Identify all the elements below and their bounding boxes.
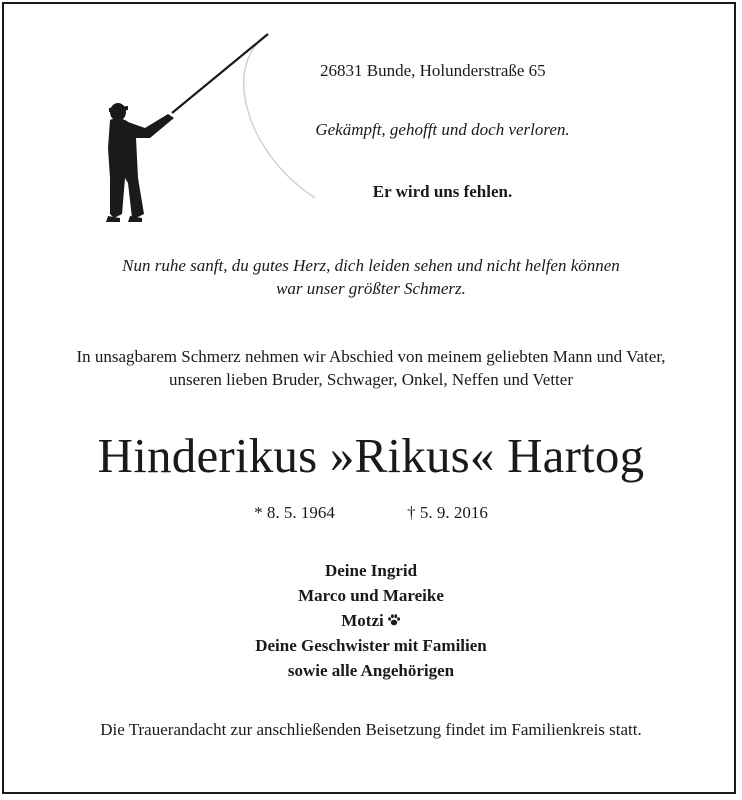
poem-line-1: Nun ruhe sanft, du gutes Herz, dich leiden sehen und nicht helfen können: [122, 256, 620, 275]
paw-icon: [387, 613, 401, 627]
announcement-line-2: unseren lieben Bruder, Schwager, Onkel, Neffen und Vetter: [169, 370, 573, 389]
pet-name: Motzi: [341, 611, 384, 630]
mourner-relatives: sowie alle Angehörigen: [287, 661, 455, 680]
death-date: † 5. 9. 2016: [407, 503, 488, 522]
announcement-line-1: In unsagbarem Schmerz nehmen wir Abschied von meinem geliebten Mann und Vater,: [76, 347, 666, 366]
deceased-name: Hinderikus »Rikus« Hartog: [97, 428, 645, 483]
mourner-wife: Deine Ingrid: [324, 561, 418, 580]
poem-line-2: war unser größter Schmerz.: [276, 279, 466, 298]
life-dates: [0, 503, 742, 523]
birth-date: * 8. 5. 1964: [254, 503, 335, 522]
motto-line: Gekämpft, gehofft und doch verloren.: [315, 120, 570, 139]
address-line: 26831 Bunde, Holunderstraße 65: [320, 61, 546, 80]
farewell-line: Er wird uns fehlen.: [372, 182, 513, 201]
ceremony-note: Die Trauerandacht zur anschließenden Beisetzung findet im Familienkreis statt.: [100, 720, 642, 739]
mourner-pet: [0, 611, 742, 631]
mourner-children: Marco und Mareike: [298, 586, 444, 605]
mourner-siblings: Deine Geschwister mit Familien: [255, 636, 487, 655]
